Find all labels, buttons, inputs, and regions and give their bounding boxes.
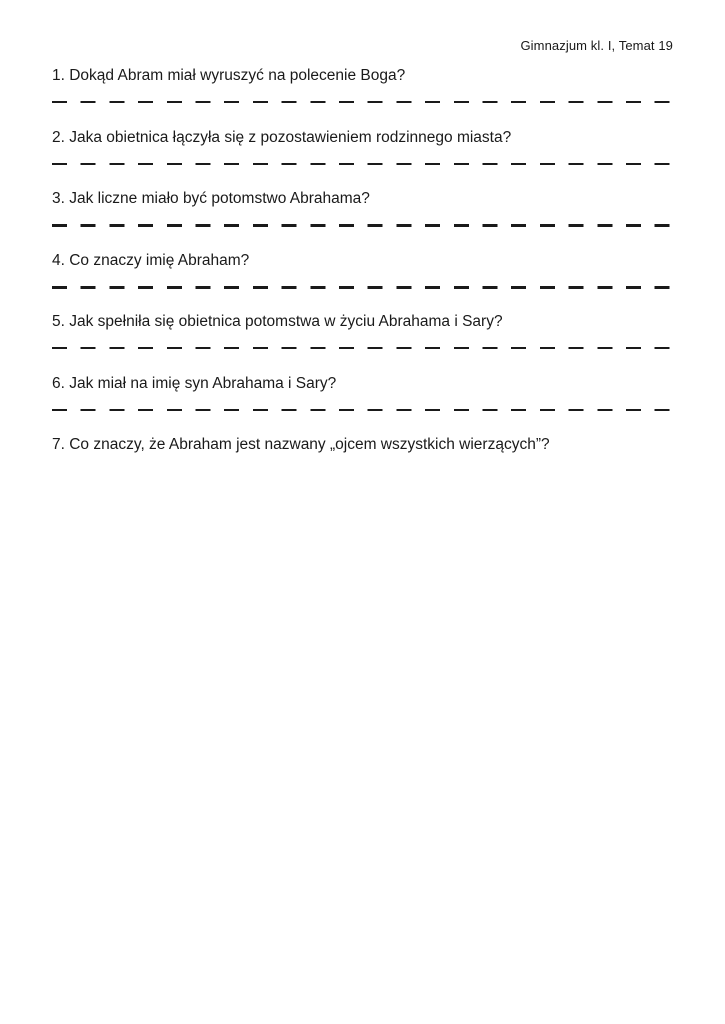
question-text: 4. Co znaczy imię Abraham? (52, 251, 250, 269)
question-text: 6. Jak miał na imię syn Abrahama i Sary? (52, 374, 337, 392)
answer-line[interactable] (52, 286, 673, 289)
question-text: 7. Co znaczy, że Abraham jest nazwany „ojcem wszystkich wierzących”? (52, 436, 550, 453)
answer-line[interactable] (52, 409, 673, 411)
question-6 (52, 374, 673, 436)
question-1 (52, 66, 673, 128)
answer-line[interactable] (52, 163, 673, 165)
question-3 (52, 189, 673, 251)
answer-line[interactable] (52, 101, 673, 103)
question-text: 3. Jak liczne miało być potomstwo Abrahama? (52, 190, 370, 207)
question-2 (52, 128, 673, 190)
question-text: 1. Dokąd Abram miał wyruszyć na polecenie Boga? (52, 67, 406, 84)
answer-line[interactable] (52, 224, 673, 227)
answer-line[interactable] (52, 347, 673, 349)
question-7 (52, 435, 673, 497)
question-list (52, 66, 673, 497)
question-text: 5. Jak spełniła się obietnica potomstwa w życiu Abrahama i Sary? (52, 313, 503, 330)
question-4 (52, 251, 673, 313)
header-course-label: Gimnazjum kl. I, Temat 19 (520, 38, 673, 53)
question-text: 2. Jaka obietnica łączyła się z pozostawieniem rodzinnego miasta? (52, 128, 512, 146)
question-5 (52, 312, 673, 374)
